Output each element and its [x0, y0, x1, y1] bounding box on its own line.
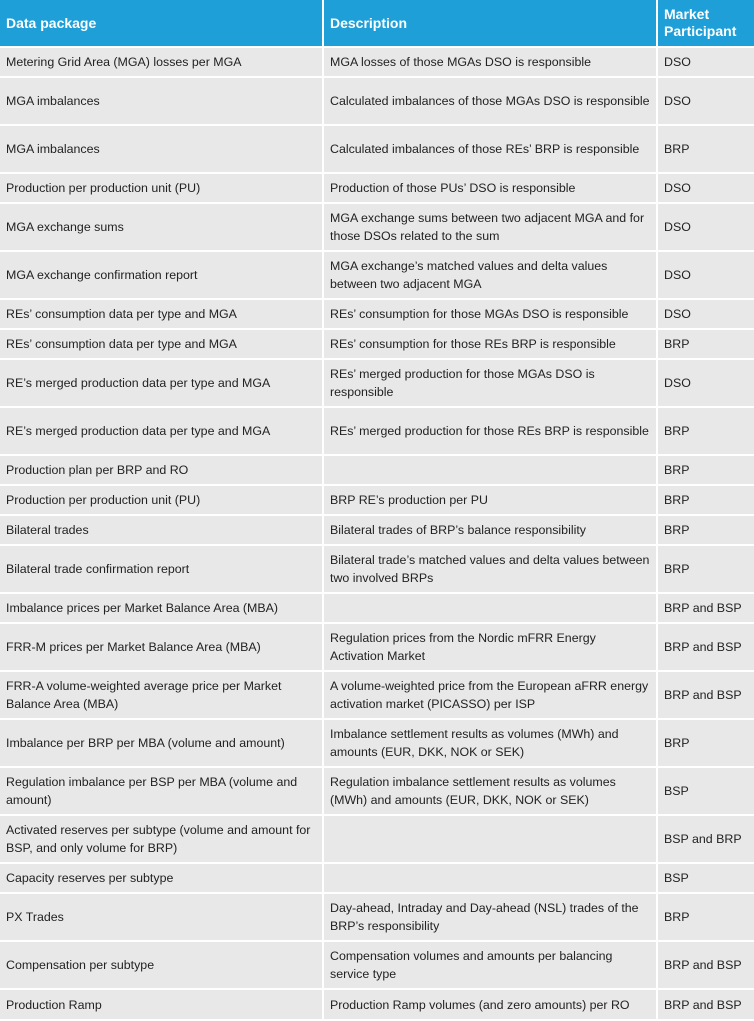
table-row: [0, 719, 754, 767]
participant-cell: DSO: [657, 299, 754, 329]
participant-cell: DSO: [657, 203, 754, 251]
data-package-cell: Imbalance per BRP per MBA (volume and amount): [0, 719, 323, 767]
data-package-cell: Production per production unit (PU): [0, 485, 323, 515]
participant-cell: BRP and BSP: [657, 623, 754, 671]
description-cell: REs’ consumption for those MGAs DSO is responsible: [323, 299, 657, 329]
description-cell: Bilateral trades of BRP’s balance responsibility: [323, 515, 657, 545]
description-cell: [323, 815, 657, 863]
participant-cell: BRP: [657, 125, 754, 173]
participant-cell: BSP: [657, 863, 754, 893]
description-cell: Calculated imbalances of those MGAs DSO is responsible: [323, 77, 657, 125]
participant-cell: BRP: [657, 407, 754, 455]
participant-cell: DSO: [657, 359, 754, 407]
data-package-cell: Imbalance prices per Market Balance Area (MBA): [0, 593, 323, 623]
data-package-cell: Bilateral trade confirmation report: [0, 545, 323, 593]
table-row: [0, 77, 754, 125]
participant-cell: BRP and BSP: [657, 941, 754, 989]
data-package-cell: Capacity reserves per subtype: [0, 863, 323, 893]
participant-cell: BRP: [657, 719, 754, 767]
description-cell: REs’ merged production for those MGAs DSO is responsible: [323, 359, 657, 407]
data-package-cell: PX Trades: [0, 893, 323, 941]
data-package-cell: MGA imbalances: [0, 125, 323, 173]
description-cell: Compensation volumes and amounts per balancing service type: [323, 941, 657, 989]
data-package-cell: Bilateral trades: [0, 515, 323, 545]
table-row: [0, 329, 754, 359]
data-package-cell: MGA imbalances: [0, 77, 323, 125]
description-cell: [323, 455, 657, 485]
table-row: [0, 815, 754, 863]
description-cell: REs’ merged production for those REs BRP is responsible: [323, 407, 657, 455]
participant-cell: BRP and BSP: [657, 593, 754, 623]
participant-cell: BRP and BSP: [657, 671, 754, 719]
description-cell: Production of those PUs’ DSO is responsible: [323, 173, 657, 203]
data-package-cell: REs’ consumption data per type and MGA: [0, 299, 323, 329]
description-cell: [323, 863, 657, 893]
description-cell: MGA exchange’s matched values and delta values between two adjacent MGA: [323, 251, 657, 299]
participant-cell: BRP: [657, 545, 754, 593]
table-row: [0, 989, 754, 1019]
header-description: Description: [323, 0, 657, 47]
data-package-cell: RE’s merged production data per type and MGA: [0, 407, 323, 455]
data-package-cell: Production plan per BRP and RO: [0, 455, 323, 485]
participant-cell: BRP and BSP: [657, 989, 754, 1019]
data-package-cell: Compensation per subtype: [0, 941, 323, 989]
table-row: [0, 359, 754, 407]
data-package-cell: Metering Grid Area (MGA) losses per MGA: [0, 47, 323, 77]
participant-cell: DSO: [657, 251, 754, 299]
data-package-cell: Regulation imbalance per BSP per MBA (volume and amount): [0, 767, 323, 815]
table-row: [0, 125, 754, 173]
participant-cell: DSO: [657, 47, 754, 77]
data-package-cell: MGA exchange confirmation report: [0, 251, 323, 299]
table-row: [0, 863, 754, 893]
description-cell: Bilateral trade’s matched values and delta values between two involved BRPs: [323, 545, 657, 593]
table-row: [0, 455, 754, 485]
table-row: [0, 941, 754, 989]
description-cell: [323, 593, 657, 623]
table-row: [0, 47, 754, 77]
data-package-cell: MGA exchange sums: [0, 203, 323, 251]
participant-cell: DSO: [657, 173, 754, 203]
description-cell: BRP RE’s production per PU: [323, 485, 657, 515]
description-cell: REs’ consumption for those REs BRP is responsible: [323, 329, 657, 359]
data-package-cell: RE’s merged production data per type and MGA: [0, 359, 323, 407]
table-row: [0, 407, 754, 455]
table-row: [0, 593, 754, 623]
data-package-cell: Production Ramp: [0, 989, 323, 1019]
table-row: [0, 767, 754, 815]
participant-cell: BSP and BRP: [657, 815, 754, 863]
table-row: [0, 485, 754, 515]
table-row: [0, 203, 754, 251]
participant-cell: DSO: [657, 77, 754, 125]
table-row: [0, 515, 754, 545]
table-row: [0, 545, 754, 593]
header-market-participant: Market Participant: [657, 0, 754, 47]
description-cell: Calculated imbalances of those REs’ BRP is responsible: [323, 125, 657, 173]
table-row: [0, 671, 754, 719]
table-row: [0, 251, 754, 299]
table-row: [0, 299, 754, 329]
description-cell: MGA exchange sums between two adjacent MGA and for those DSOs related to the sum: [323, 203, 657, 251]
data-package-cell: FRR-M prices per Market Balance Area (MBA): [0, 623, 323, 671]
table-row: [0, 173, 754, 203]
participant-cell: BRP: [657, 893, 754, 941]
description-cell: Imbalance settlement results as volumes (MWh) and amounts (EUR, DKK, NOK or SEK): [323, 719, 657, 767]
description-cell: Regulation imbalance settlement results as volumes (MWh) and amounts (EUR, DKK, NOK or SEK): [323, 767, 657, 815]
description-cell: A volume-weighted price from the European aFRR energy activation market (PICASSO) per ISP: [323, 671, 657, 719]
participant-cell: BRP: [657, 485, 754, 515]
data-package-cell: REs’ consumption data per type and MGA: [0, 329, 323, 359]
data-package-cell: FRR-A volume-weighted average price per Market Balance Area (MBA): [0, 671, 323, 719]
table-row: [0, 893, 754, 941]
description-cell: Day-ahead, Intraday and Day-ahead (NSL) trades of the BRP’s responsibility: [323, 893, 657, 941]
participant-cell: BSP: [657, 767, 754, 815]
table-row: [0, 623, 754, 671]
data-package-cell: Activated reserves per subtype (volume and amount for BSP, and only volume for BRP): [0, 815, 323, 863]
participant-cell: BRP: [657, 455, 754, 485]
description-cell: MGA losses of those MGAs DSO is responsible: [323, 47, 657, 77]
header-data-package: Data package: [0, 0, 323, 47]
description-cell: Production Ramp volumes (and zero amounts) per RO: [323, 989, 657, 1019]
data-package-cell: Production per production unit (PU): [0, 173, 323, 203]
description-cell: Regulation prices from the Nordic mFRR Energy Activation Market: [323, 623, 657, 671]
participant-cell: BRP: [657, 329, 754, 359]
table-header-row: [0, 0, 754, 47]
participant-cell: BRP: [657, 515, 754, 545]
